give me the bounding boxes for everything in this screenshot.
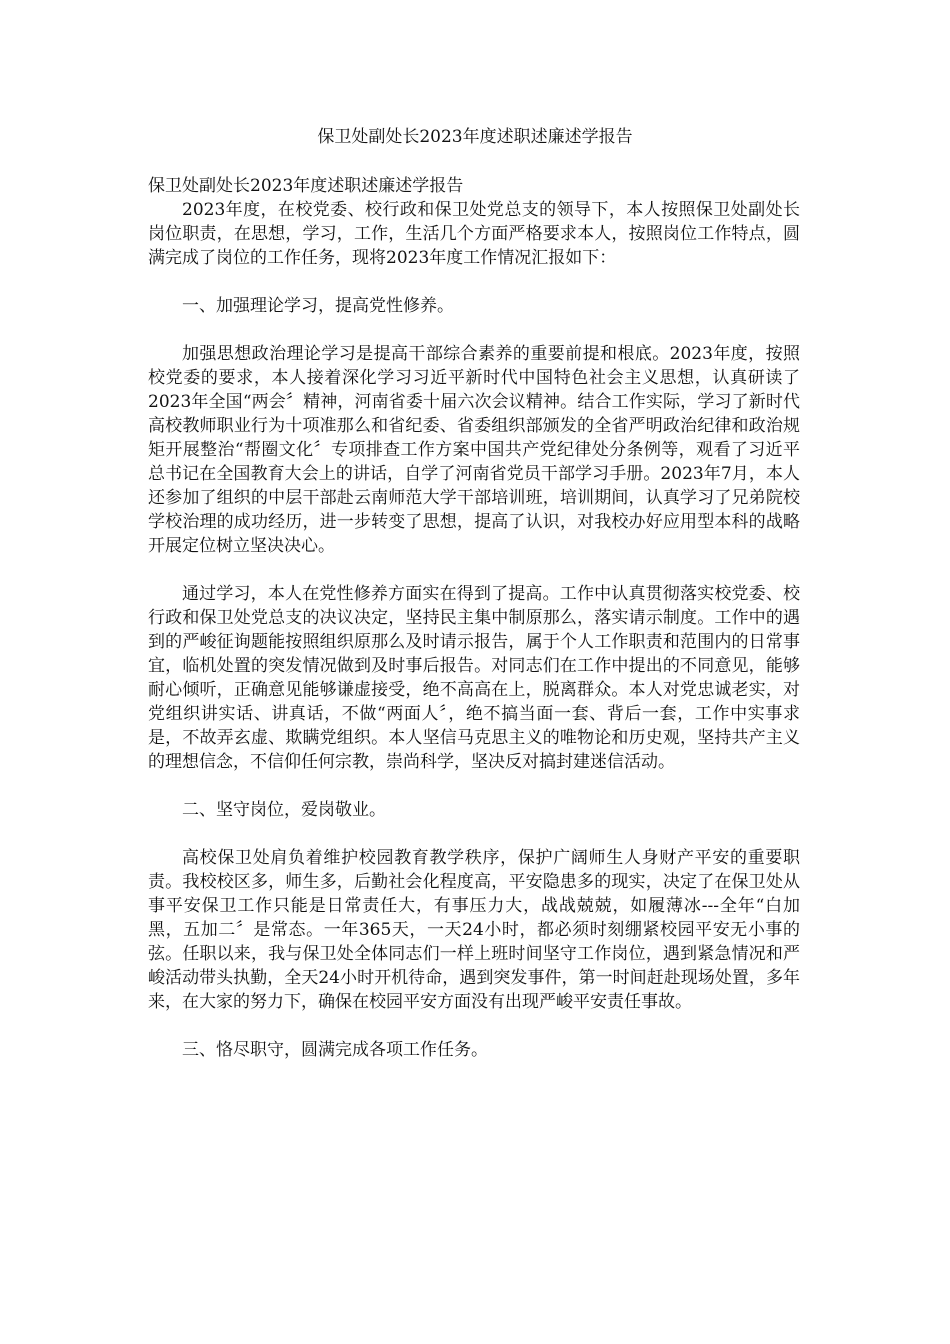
document-title: 保卫处副处长2023年度述职述廉述学报告 — [317, 127, 633, 147]
section-heading-1: 一、加强理论学习，提高党性修养。 — [182, 296, 454, 316]
intro-paragraph: 2023年度，在校党委、校行政和保卫处党总支的领导下，本人按照保卫处副处长岗位职责，在思想，学习，工作，生活几个方面严格要求本人，按照岗位工作特点，圆满完成了岗位的工作任务，现将2023年度工作情况汇报如下： — [148, 200, 800, 268]
section-1-paragraph-1: 加强思想政治理论学习是提高干部综合素养的重要前提和根底。2023年度，按照校党委的要求，本人接着深化学习习近平新时代中国特色社会主义思想，认真研读了2023年全国“两会〞精神，河南省委十届六次会议精神。结合工作实际，学习了新时代高校教师职业行为十项准那么和省纪委、省委组织部颁发的全省严明政治纪律和政治规矩开展整治“帮圈文化〞专项排查工作方案中国共产党纪律处分条例等，观看了习近平总书记在全国教育大会上的讲话，自学了河南省党员干部学习手册。2023年7月，本人还参加了组织的中层干部赴云南师范大学干部培训班，培训期间，认真学习了兄弟院校学校治理的成功经历，进一步转变了思想，提高了认识，对我校办好应用型本科的战略开展定位树立坚决决心。 — [148, 344, 800, 556]
section-2-paragraph-1: 高校保卫处肩负着维护校园教育教学秩序，保护广阔师生人身财产平安的重要职责。我校校区多，师生多，后勤社会化程度高，平安隐患多的现实，决定了在保卫处从事平安保卫工作只能是日常责任大，有事压力大，战战兢兢，如履薄冰---全年“白加黑，五加二〞是常态。一年365天，一天24小时，都必须时刻绷紧校园平安无小事的弦。任职以来，我与保卫处全体同志们一样上班时间坚守工作岗位，遇到紧急情况和严峻活动带头执勤，全天24小时开机待命，遇到突发事件，第一时间赶赴现场处置，多年来，在大家的努力下，确保在校园平安方面没有出现严峻平安责任事故。 — [148, 848, 800, 1012]
section-heading-2: 二、坚守岗位，爱岗敬业。 — [182, 800, 386, 820]
document-body — [148, 174, 800, 1062]
document-subtitle: 保卫处副处长2023年度述职述廉述学报告 — [148, 176, 464, 196]
section-1-paragraph-2: 通过学习，本人在党性修养方面实在得到了提高。工作中认真贯彻落实校党委、校行政和保卫处党总支的决议决定，坚持民主集中制原那么，落实请示制度。工作中的遇到的严峻征询题能按照组织原那么及时请示报告，属于个人工作职责和范围内的日常事宜，临机处置的突发情况做到及时事后报告。对同志们在工作中提出的不同意见，能够耐心倾听，正确意见能够谦虚接受，绝不高高在上，脱离群众。本人对党忠诚老实，对党组织讲实话、讲真话，不做“两面人〞，绝不搞当面一套、背后一套，工作中实事求是，不故弄玄虚、欺瞒党组织。本人坚信马克思主义的唯物论和历史观，坚持共产主义的理想信念，不信仰任何宗教，崇尚科学，坚决反对搞封建迷信活动。 — [148, 584, 800, 772]
section-heading-3: 三、恪尽职守，圆满完成各项工作任务。 — [182, 1040, 488, 1060]
